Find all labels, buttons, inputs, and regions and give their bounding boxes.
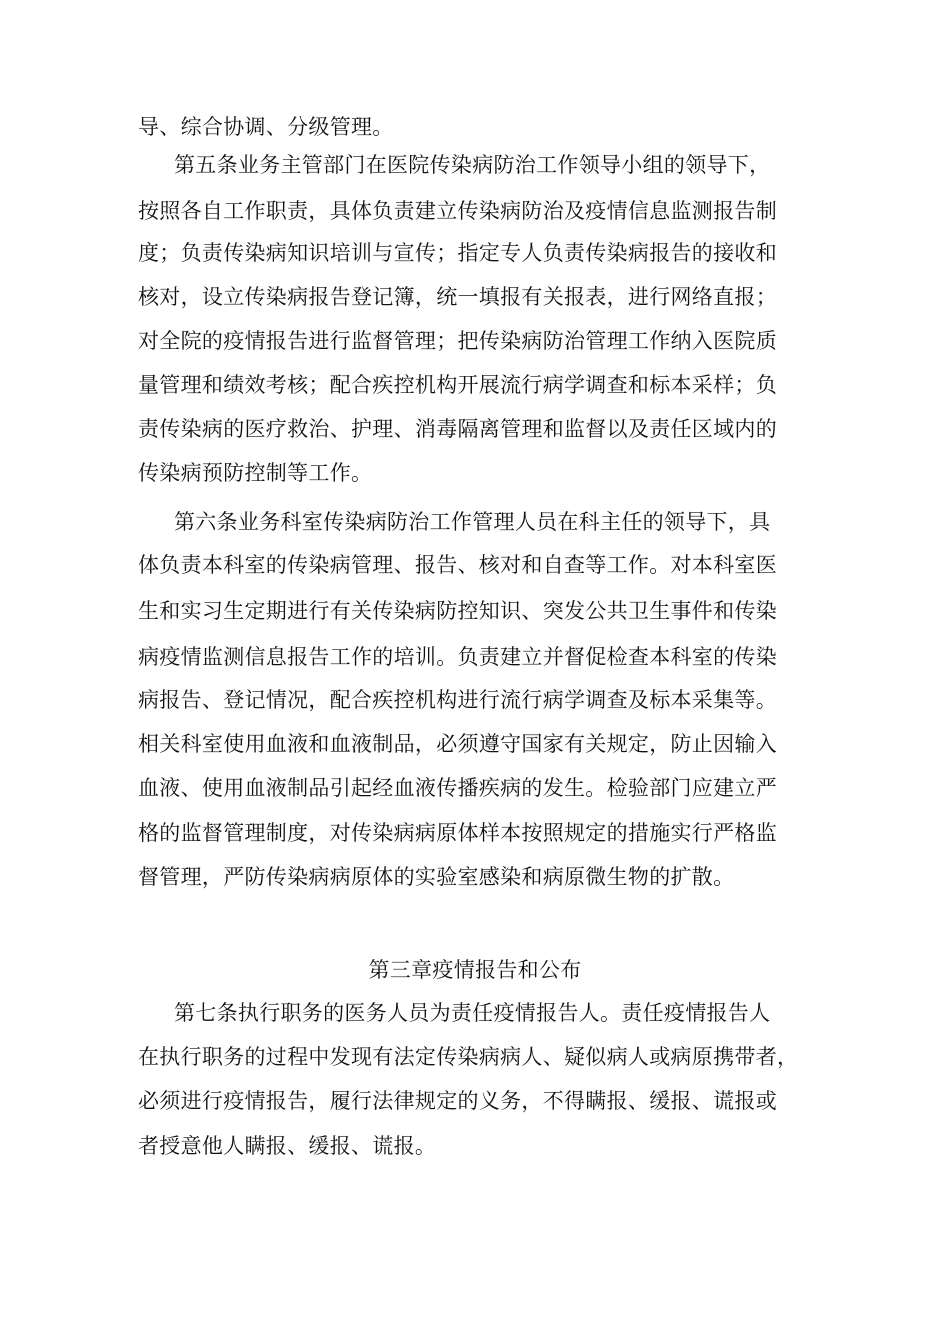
article-6-line: 第六条业务科室传染病防治工作管理人员在科主任的领导下，具 <box>174 510 771 534</box>
paragraph-line: 在执行职务的过程中发现有法定传染病病人、疑似病人或病原携带者， <box>138 1045 799 1069</box>
paragraph-line: 血液、使用血液制品引起经血液传播疾病的发生。检验部门应建立严 <box>138 776 777 800</box>
paragraph-line: 病疫情监测信息报告工作的培训。负责建立并督促检查本科室的传染 <box>138 645 777 669</box>
paragraph-line: 病报告、登记情况，配合疾控机构进行流行病学调查及标本采集等。 <box>138 688 777 712</box>
paragraph-line: 按照各自工作职责，具体负责建立传染病防治及疫情信息监测报告制 <box>138 199 777 223</box>
article-7-line: 第七条执行职务的医务人员为责任疫情报告人。责任疫情报告人 <box>174 1001 771 1025</box>
paragraph-line: 相关科室使用血液和血液制品，必须遵守国家有关规定，防止因输入 <box>138 732 777 756</box>
paragraph-line: 导、综合协调、分级管理。 <box>138 115 394 139</box>
article-5-line: 第五条业务主管部门在医院传染病防治工作领导小组的领导下， <box>174 153 771 177</box>
paragraph-line: 者授意他人瞒报、缓报、谎报。 <box>138 1134 437 1158</box>
paragraph-line: 量管理和绩效考核；配合疾控机构开展流行病学调查和标本采样；负 <box>138 373 777 397</box>
paragraph-line: 督管理，严防传染病病原体的实验室感染和病原微生物的扩散。 <box>138 865 735 889</box>
paragraph-line: 责传染病的医疗救治、护理、消毒隔离管理和监督以及责任区域内的 <box>138 417 777 441</box>
paragraph-line: 核对，设立传染病报告登记簿，统一填报有关报表，进行网络直报； <box>138 285 777 309</box>
paragraph-line: 传染病预防控制等工作。 <box>138 461 373 485</box>
paragraph-line: 体负责本科室的传染病管理、报告、核对和自查等工作。对本科室医 <box>138 553 777 577</box>
paragraph-line: 必须进行疫情报告，履行法律规定的义务，不得瞒报、缓报、谎报或 <box>138 1089 777 1113</box>
chapter-heading: 第三章疫情报告和公布 <box>368 958 582 982</box>
paragraph-line: 生和实习生定期进行有关传染病防控知识、突发公共卫生事件和传染 <box>138 599 777 623</box>
paragraph-line: 对全院的疫情报告进行监督管理；把传染病防治管理工作纳入医院质 <box>138 329 777 353</box>
paragraph-line: 度；负责传染病知识培训与宣传；指定专人负责传染病报告的接收和 <box>138 241 777 265</box>
paragraph-line: 格的监督管理制度，对传染病病原体样本按照规定的措施实行严格监 <box>138 821 777 845</box>
